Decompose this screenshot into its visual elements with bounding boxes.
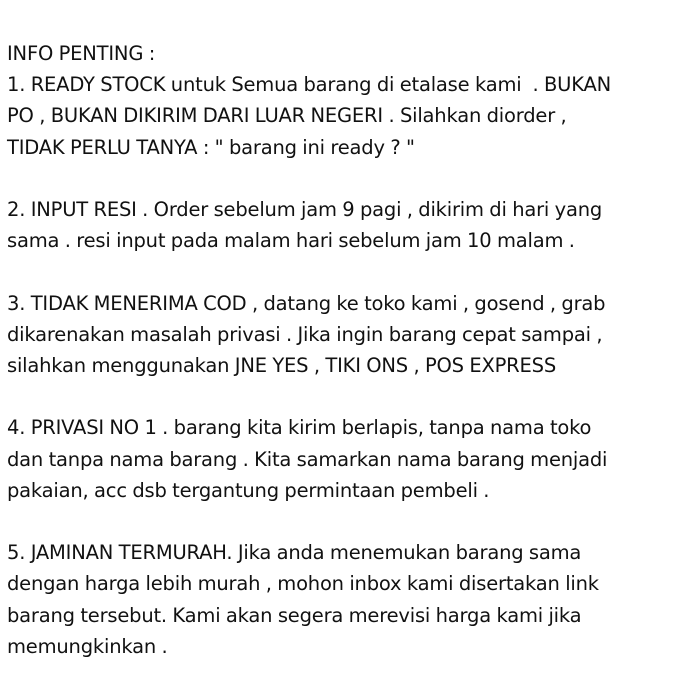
info-item-5-line-2: dengan harga lebih murah , mohon inbox kami disertakan link <box>7 572 599 596</box>
info-item-5-line-4: memungkinkan . <box>7 634 168 658</box>
info-item-1-line-2: PO , BUKAN DIKIRIM DARI LUAR NEGERI . Silahkan diorder , <box>7 104 567 128</box>
info-item-2 <box>7 194 695 256</box>
info-item-1-line-3: TIDAK PERLU TANYA : " barang ini ready ? " <box>7 135 415 159</box>
info-item-2-line-2: sama . resi input pada malam hari sebelum jam 10 malam . <box>7 229 575 253</box>
info-item-4-line-3: pakaian, acc dsb tergantung permintaan pembeli . <box>7 478 490 502</box>
info-item-3-line-3: silahkan menggunakan JNE YES , TIKI ONS , POS EXPRESS <box>7 354 557 377</box>
paragraph-gap <box>7 256 695 287</box>
notice-heading: INFO PENTING : <box>7 42 156 65</box>
paragraph-gap <box>7 163 695 194</box>
info-item-3-line-1: 3. TIDAK MENERIMA COD , datang ke toko kami , gosend , grab <box>7 291 606 315</box>
info-item-3-line-2: dikarenakan masalah privasi . Jika ingin barang cepat sampai , <box>7 322 603 346</box>
info-item-1 <box>7 69 695 163</box>
info-item-4 <box>7 412 695 506</box>
paragraph-gap <box>7 381 695 412</box>
info-item-5 <box>7 537 695 662</box>
info-item-3 <box>7 288 695 382</box>
paragraph-gap <box>7 506 695 537</box>
info-item-4-line-2: dan tanpa nama barang . Kita samarkan nama barang menjadi <box>7 447 608 471</box>
info-notice <box>7 38 695 662</box>
info-item-5-line-1: 5. JAMINAN TERMURAH. Jika anda menemukan barang sama <box>7 541 582 565</box>
info-item-5-line-3: barang tersebut. Kami akan segera merevisi harga kami jika <box>7 603 582 627</box>
info-item-4-line-1: 4. PRIVASI NO 1 . barang kita kirim berlapis, tanpa nama toko <box>7 416 592 440</box>
info-item-2-line-1: 2. INPUT RESI . Order sebelum jam 9 pagi , dikirim di hari yang <box>7 198 603 221</box>
info-item-1-line-1: 1. READY STOCK untuk Semua barang di etalase kami . BUKAN <box>7 73 611 97</box>
